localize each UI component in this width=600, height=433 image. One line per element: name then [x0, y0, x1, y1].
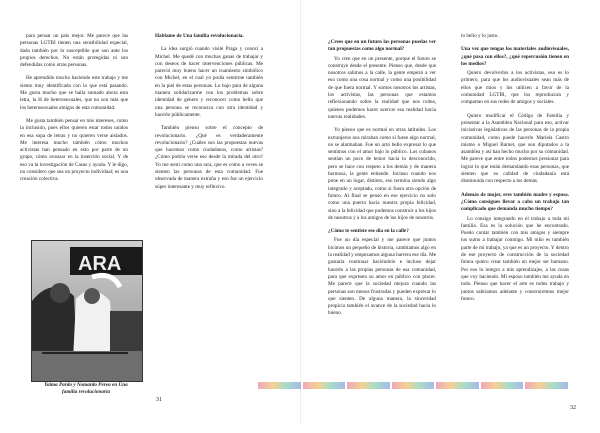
paragraph: Quiero devolverlos a los activistas, eso es lo primero, para que los audiovisuales sean más de ellos que míos y los utilicen a favor de la comunidad LGTBI, que los reproduzcan y compartan en sus redes de amigos y sociales. — [461, 70, 569, 106]
section-heading: Hablame de Una familia revolucionaria. — [155, 33, 244, 39]
ribbon-segment — [392, 382, 435, 389]
photo-wedding-street — [31, 240, 143, 382]
interview-question: ¿Cómo te sentiste ese día en la calle? — [328, 228, 409, 235]
paragraph: Quiero modificar el Código de Familia y presentar a la Asamblea Nacional para eso, activar iniciativas legislativas de las personas de la propia comunidad, como puede hacerlo Mariela Castro mismo o Miguel Barnet, que son diputados a la asamblea y así han hecho mucho por su comunidad. Me parece que entre todos podemos presionar para lograr lo que están demandando esas personas, que sienten que su calidad de ciudadanía está disminuida con respecto a los demás. — [461, 112, 569, 185]
right-column-2 — [461, 33, 569, 433]
right-page — [300, 0, 600, 424]
paragraph: Me gusta también pensar en mis intereses, como la inclusión, pues ellos quieren estar todos unidos en esa sopa de letras y no quieren verse aislados. Me interesa mucho también cómo muchos activistas han pensado en esto por parte de un grupo, cómo avanzar en la inserción social. Y de eso va la investigación de Casas y ayuda. Y le digo, no considero que sea un proyecto individual; es una creación colectiva. — [20, 117, 128, 183]
interview-question: Una vez que tengas los materiales audiovisuales, ¿qué pasa con ellos?, ¿qué repercusión tienen en los medios? — [461, 46, 569, 67]
page-number: 32 — [570, 405, 576, 411]
paragraph: Lo consigo integrando en el trabajo a toda mi familia. Esa es la solución que he encontrado. Puedo contar también con mis amigos y siempre los sumo a trabajar conmigo. Mi niño es también parte de mi trabajo, ya que es un proyecto. Y dentro de ese proyecto de construcción de la sociedad futura quiero crear también un mejor ser humano. Por eso lo integro a mis aprendizajes, a las cosas que voy haciendo. Mi esposo también me ayuda en todo. Pienso que hacer el arte es todos trabajo y juntos sabríamos adelante y construiremos mejor futuro. — [461, 215, 569, 302]
ribbon-segment — [481, 382, 524, 389]
ribbon-segment — [436, 382, 479, 389]
paragraph: Yo creo que en un presente, porque el futuro se construye desde el presente. Pienso que, desde que nosotros salimos a la calle, la gente empezó a ver eso como una cosa normal y como una posibilidad de que fuera normal. Y somos nosotros los artistas, los activistas, las personas que estamos reflexionando sobre la realidad que nos rodea, quienes podemos hacer acercar esa realidad hacia nuevas realidades. — [328, 55, 436, 120]
decorative-ribbon — [258, 382, 568, 389]
paragraph: La idea surgió cuando visité Praga y conocí a Michel. Me quedé con muchas ganas de trabajar y con deseos de hacer intervenciones públicas. Me pareció muy bueno hacer un cuamiento simbólico con Michel, en el cual yo podía sentirme también en la piel de estas personas. Lo bajo para de alguna manera solidarizarme con los problemas sobre identidad de género y reconocer como bello que una persona se reconozca con otra identidad y hacerlo públicamente. — [155, 46, 263, 118]
left-page — [0, 0, 300, 424]
page-number: 31 — [156, 397, 162, 403]
paragraph: Fue un día especial y me parece que juntos hicimos un pequeño de historia, cambiamos algo en la realidad y empezamos alguna barrera ese día. Me gustaría continuar haciéndolo e incluso dejar hacerlo a las propias personas de esa comunidad, para que expresen su amor en público con placer. Me parece que la sociedad mejora cuando las personas son menos frustradas y pueden expresar lo que sienten. De alguna manera, la sinceridad propicia también el avance de la sociedad hacia lo bueno. — [328, 237, 436, 317]
banner-text: ARA — [78, 253, 122, 275]
ribbon-segment — [347, 382, 390, 389]
photo-caption: Yaima Pardo y Nomardo Perea en Una familia revolucionaria — [44, 382, 128, 395]
paragraph: He aprendido mucho haciendo este trabajo y me siento muy identificada con lo que está pasando. Me gusta mucho que se halla sumado ahora esta letra, la H de heterosexuales, que no son más que los heterosexuales amigos de esta comunidad. — [20, 75, 128, 111]
photo-illustration — [32, 241, 142, 381]
interview-question: ¿Crees que en un futuro las personas puedas ver tan propuestas como algo normal? — [328, 39, 436, 53]
paragraph: lo bello y lo justo. — [461, 33, 499, 39]
ribbon-segment — [525, 382, 568, 389]
paragraph: Yo pienso que es normal en otras latitudes. Los extranjeros nos miraban como si fuese algo normal, no se alarmaban. Fue un acto bello expresar lo que sentimos con el amor bajo lo público. Los cubanos sentían un poco de temor hacia lo desconocido, pero se hace con respeto a los demás y de manera hermosa, la gente entiende. Incluso cuando nos pone en un lugar, distinto, eso termina siendo algo integrado y aceptado, como si fuera otra opción de futuro. Al final se pensó en ese ejercicio no solo como una puerta hacia nuestra propia felicidad, sino a la felicidad que podemos construir a los hijos de nosotros y a los amigos de los hijos de nosotros. — [328, 127, 436, 221]
interview-question: Además de mujer, eres también madre y esposa. ¿Cómo consigues llevar a cabo un trabajo tan complicado que demanda mucho tiempo? — [461, 191, 569, 213]
ribbon-segment — [303, 382, 346, 389]
paragraph: para pensar un país mejor. Me parece que las personas LGTBI tienen una sensibilidad especial, dada también por lo susceptible que son ante los propios derechos. No están protegidas ni son defendidas como otras personas. — [20, 33, 128, 69]
right-column-1 — [328, 33, 436, 433]
ribbon-segment — [258, 382, 301, 389]
paragraph: También pienso sobre el concepto de revolucionario. ¿Qué es verdaderamente revolucionario? ¿Cuáles son las propuestas nuevas que hacemos como ciudadanos, como artistas? ¿Cómo podría verse eso desde la mirada del otro? Yo me sentí como una rara, que es como a veces se sienten las personas de esta comunidad. Fue observada de manera extraña y eso fue un ejercicio súper interesante y muy reflexivo. — [155, 125, 263, 190]
left-column-2 — [155, 33, 263, 208]
